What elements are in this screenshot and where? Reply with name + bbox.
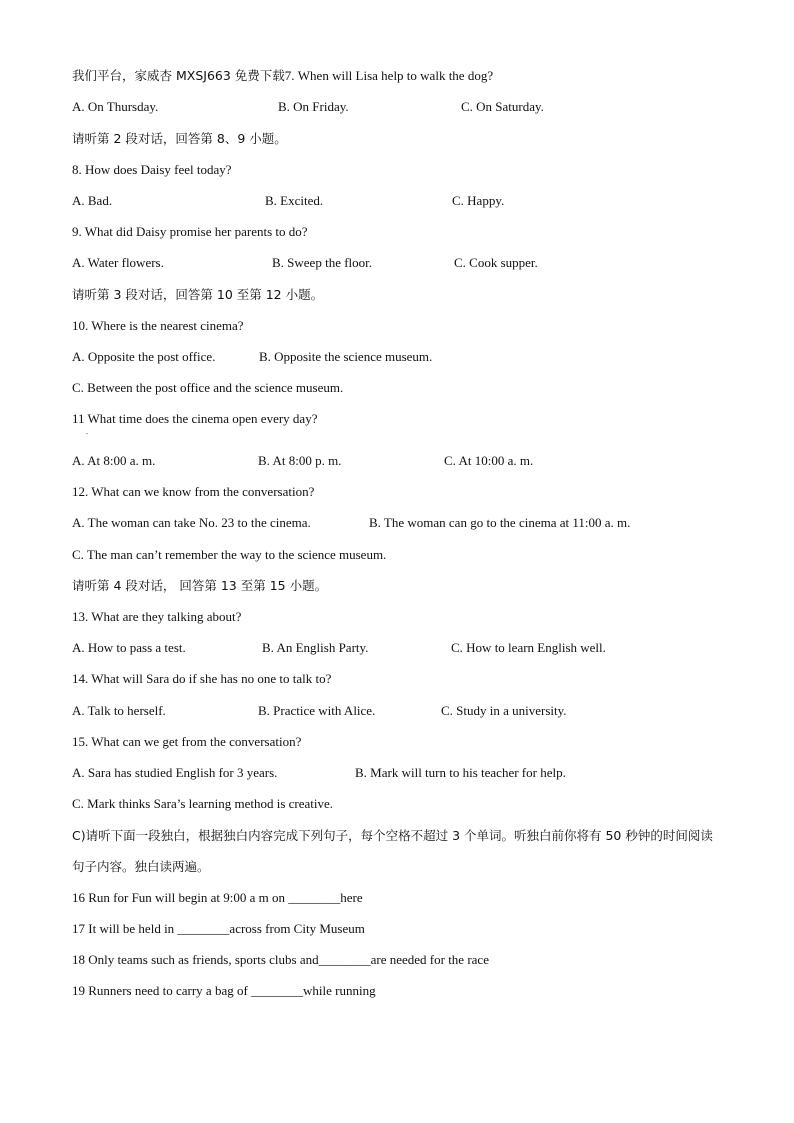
section-4-instruction: 请听第 4 段对话， 回答第 13 至第 15 小题。 bbox=[72, 578, 328, 593]
question-7-stem: 7. When will Lisa help to walk the dog? bbox=[284, 68, 494, 83]
q11-option-c: C. At 10:00 a. m. bbox=[444, 453, 534, 468]
question-10-stem: 10. Where is the nearest cinema? bbox=[72, 318, 244, 333]
q12-option-a: A. The woman can take No. 23 to the cinema. bbox=[72, 515, 311, 530]
question-16: 16 Run for Fun will begin at 9:00 a m on ________here bbox=[72, 890, 363, 905]
q10-option-a: A. Opposite the post office. bbox=[72, 349, 216, 364]
q15-option-a: A. Sara has studied English for 3 years. bbox=[72, 765, 278, 780]
q12-option-b: B. The woman can go to the cinema at 11:00 a. m. bbox=[369, 515, 631, 530]
question-18: 18 Only teams such as friends, sports clubs and________are needed for the race bbox=[72, 952, 489, 967]
section-3-instruction: 请听第 3 段对话，回答第 10 至第 12 小题。 bbox=[72, 287, 324, 302]
question-11-stem: 11 What time does the cinema open every day? bbox=[72, 411, 318, 426]
q10-option-c: C. Between the post office and the science museum. bbox=[72, 380, 344, 395]
q12-option-c: C. The man can’t remember the way to the science museum. bbox=[72, 547, 387, 562]
q9-option-c: C. Cook supper. bbox=[454, 255, 538, 270]
question-7-line bbox=[72, 68, 493, 84]
q14-option-b: B. Practice with Alice. bbox=[258, 703, 376, 718]
q7-option-c: C. On Saturday. bbox=[461, 99, 544, 114]
stray-dot: . bbox=[86, 427, 88, 436]
question-8-stem: 8. How does Daisy feel today? bbox=[72, 162, 232, 177]
q7-option-a: A. On Thursday. bbox=[72, 99, 159, 114]
q9-option-a: A. Water flowers. bbox=[72, 255, 164, 270]
q8-option-c: C. Happy. bbox=[452, 193, 505, 208]
q11-option-a: A. At 8:00 a. m. bbox=[72, 453, 156, 468]
q11-option-b: B. At 8:00 p. m. bbox=[258, 453, 342, 468]
q13-option-a: A. How to pass a test. bbox=[72, 640, 186, 655]
question-9-stem: 9. What did Daisy promise her parents to do? bbox=[72, 224, 308, 239]
section-2-instruction: 请听第 2 段对话，回答第 8、9 小题。 bbox=[72, 131, 287, 146]
q14-option-a: A. Talk to herself. bbox=[72, 703, 166, 718]
q8-option-b: B. Excited. bbox=[265, 193, 324, 208]
q10-option-b: B. Opposite the science museum. bbox=[259, 349, 433, 364]
q14-option-c: C. Study in a university. bbox=[441, 703, 567, 718]
q15-option-b: B. Mark will turn to his teacher for help. bbox=[355, 765, 566, 780]
section-c-instruction: C)请听下面一段独白，根据独白内容完成下列句子，每个空格不超过 3 个单词。听独白前你将有 50 秒钟的时间阅读句子内容。独白读两遍。 bbox=[72, 828, 713, 874]
question-14-stem: 14. What will Sara do if she has no one to talk to? bbox=[72, 671, 332, 686]
question-15-stem: 15. What can we get from the conversation? bbox=[72, 734, 302, 749]
question-12-stem: 12. What can we know from the conversation? bbox=[72, 484, 315, 499]
question-17: 17 It will be held in ________across from City Museum bbox=[72, 921, 365, 936]
q9-option-b: B. Sweep the floor. bbox=[272, 255, 373, 270]
question-13-stem: 13. What are they talking about? bbox=[72, 609, 242, 624]
q15-option-c: C. Mark thinks Sara’s learning method is creative. bbox=[72, 796, 334, 811]
q13-option-b: B. An English Party. bbox=[262, 640, 369, 655]
q13-option-c: C. How to learn English well. bbox=[451, 640, 606, 655]
question-19: 19 Runners need to carry a bag of ________while running bbox=[72, 983, 376, 998]
q7-option-b: B. On Friday. bbox=[278, 99, 349, 114]
q8-option-a: A. Bad. bbox=[72, 193, 113, 208]
watermark-text: 我们平台，家威杏 MXSJ663 免费下载 bbox=[72, 68, 285, 83]
